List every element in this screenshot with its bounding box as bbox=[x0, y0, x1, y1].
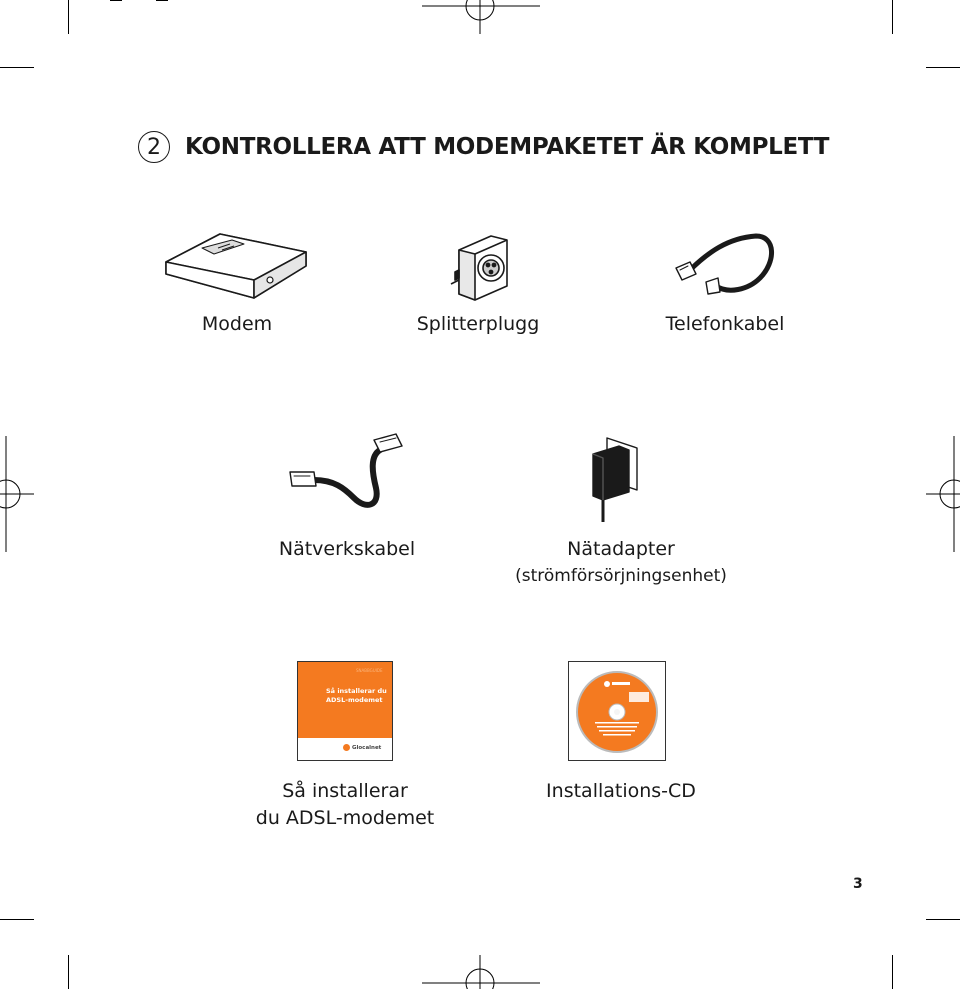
item-label-cd: Installations-CD bbox=[546, 780, 696, 802]
splitter-plug-icon bbox=[447, 228, 527, 302]
power-adapter-icon bbox=[585, 432, 643, 524]
network-cable-icon bbox=[284, 432, 414, 522]
item-label-phone-cable: Telefonkabel bbox=[665, 313, 785, 335]
section-heading bbox=[138, 127, 829, 167]
install-cd-icon bbox=[568, 661, 666, 761]
booklet-brand: Glocalnet bbox=[352, 745, 382, 751]
install-guide-booklet-icon bbox=[297, 661, 393, 761]
brand-logo-icon bbox=[343, 744, 350, 751]
item-label-network-cable: Nätverkskabel bbox=[278, 538, 416, 560]
step-number-badge: 2 bbox=[138, 131, 170, 163]
item-sublabel-power-adapter: (strömförsörjningsenhet) bbox=[515, 566, 727, 586]
item-label-splitter: Splitterplugg bbox=[416, 313, 540, 335]
phone-cable-icon bbox=[668, 228, 778, 300]
item-label-power-adapter: Nätadapter bbox=[567, 538, 675, 560]
cd-disc-icon bbox=[569, 662, 665, 760]
booklet-title: Så installerar du ADSL-modemet bbox=[326, 687, 387, 704]
item-label-guide: Så installerar bbox=[282, 780, 408, 802]
modem-icon bbox=[160, 222, 312, 302]
section-title: KONTROLLERA ATT MODEMPAKETET ÄR KOMPLETT bbox=[185, 134, 830, 160]
page-number: 3 bbox=[853, 876, 863, 892]
item-label-modem: Modem bbox=[201, 313, 273, 335]
booklet-tag: SNABBGUIDE bbox=[356, 668, 383, 673]
item-sublabel-guide: du ADSL-modemet bbox=[255, 807, 435, 829]
